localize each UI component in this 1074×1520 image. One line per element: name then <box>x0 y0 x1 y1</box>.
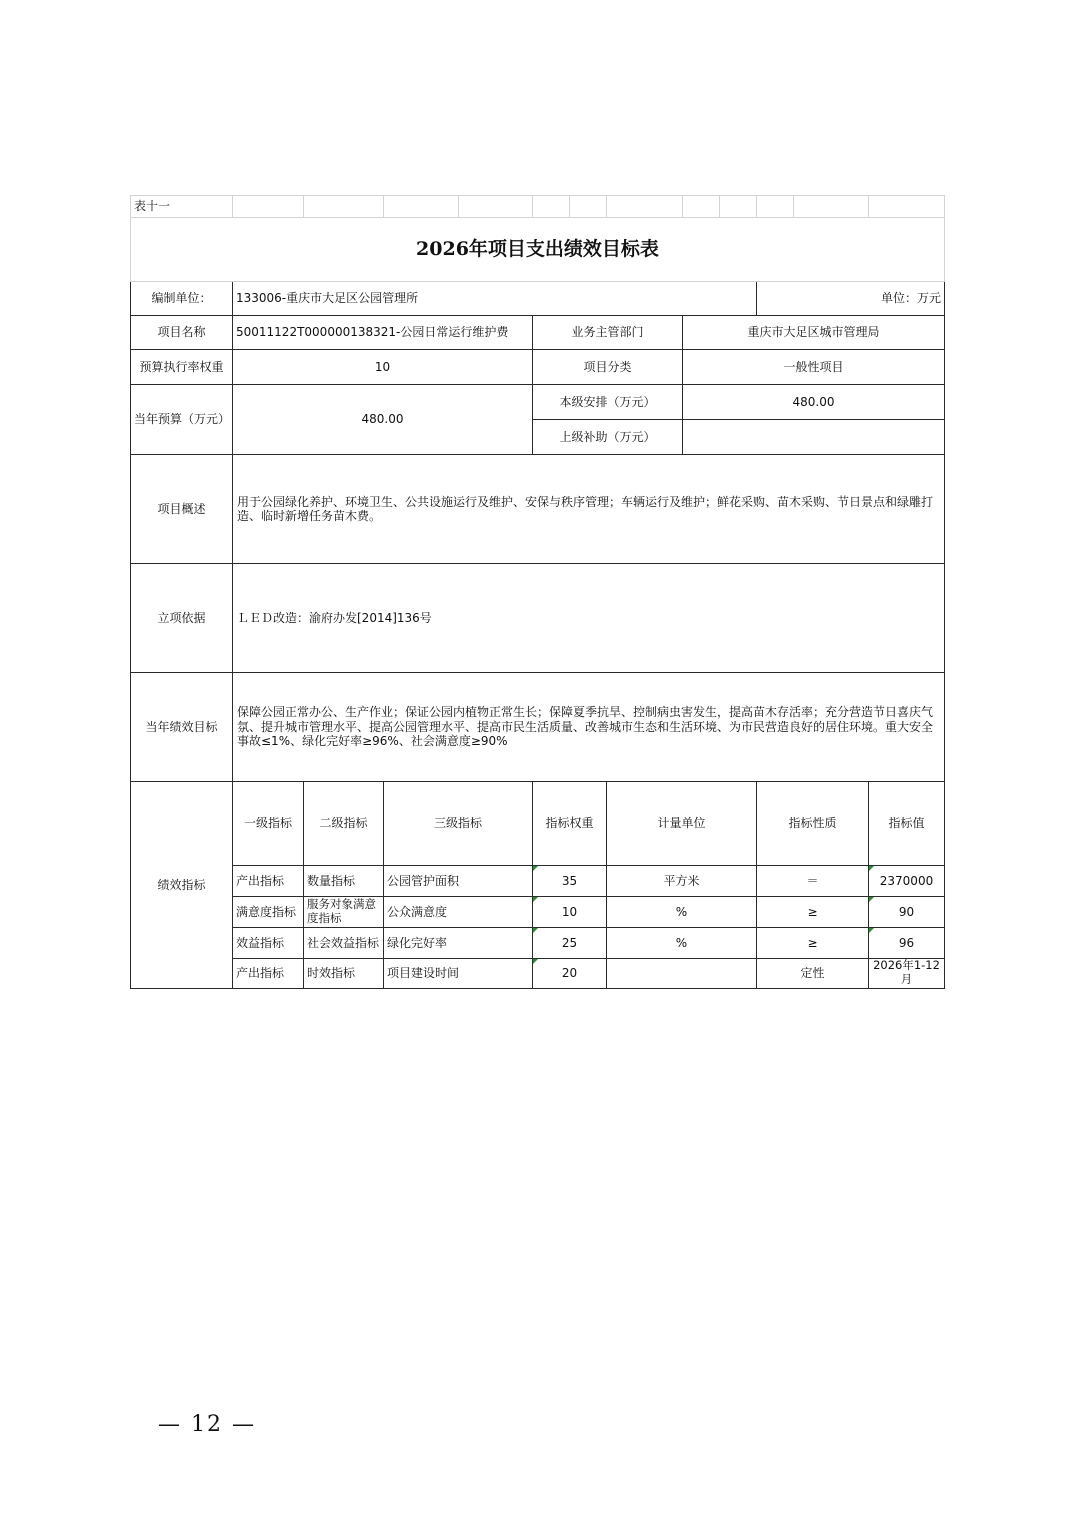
indicator-level2: 服务对象满意度指标 <box>304 896 384 927</box>
table-row <box>131 958 945 988</box>
basis-text: ＬＥＤ改造：渝府办发[2014]136号 <box>233 564 945 673</box>
indicator-level2: 社会效益指标 <box>304 927 384 958</box>
header-nature: 指标性质 <box>757 782 869 866</box>
indicator-level1: 效益指标 <box>233 927 304 958</box>
local-budget-label: 本级安排（万元） <box>533 385 683 420</box>
budget-weight-label: 预算执行率权重 <box>131 350 233 385</box>
table-row <box>131 896 945 927</box>
table-title: 2026年项目支出绩效目标表 <box>131 218 945 282</box>
indicator-value: 90 <box>869 896 945 927</box>
indicators-label: 绩效指标 <box>131 782 233 989</box>
overview-text: 用于公园绿化养护、环境卫生、公共设施运行及维护、安保与秩序管理；车辆运行及维护；鲜花采购、苗木采购、节日景点和绿雕打造、临时新增任务苗木费。 <box>233 455 945 564</box>
table-row <box>131 865 945 896</box>
category-value: 一般性项目 <box>683 350 945 385</box>
overview-label: 项目概述 <box>131 455 233 564</box>
indicator-level1: 满意度指标 <box>233 896 304 927</box>
indicator-value: 2370000 <box>869 865 945 896</box>
indicator-weight: 10 <box>533 896 607 927</box>
indicator-level3: 公园管护面积 <box>384 865 533 896</box>
budget-weight-value: 10 <box>233 350 533 385</box>
indicator-weight: 35 <box>533 865 607 896</box>
indicator-unit: % <box>607 927 757 958</box>
project-name-label: 项目名称 <box>131 316 233 350</box>
table-row <box>131 927 945 958</box>
indicator-unit: % <box>607 896 757 927</box>
header-level1: 一级指标 <box>233 782 304 866</box>
goal-text: 保障公园正常办公、生产作业；保证公园内植物正常生长；保障夏季抗旱、控制病虫害发生，提高苗木存活率；充分营造节日喜庆气氛、提升城市管理水平、提高公园管理水平、提高市民生活质量、改善城市生态和生活环境、为市民营造良好的居住环境。重大安全事故≤1%、绿化完好率≥96%、社会满意度≥90% <box>233 673 945 782</box>
indicator-weight: 20 <box>533 958 607 988</box>
indicator-nature: ＝ <box>757 865 869 896</box>
indicator-weight: 25 <box>533 927 607 958</box>
local-budget-value: 480.00 <box>683 385 945 420</box>
indicator-level1: 产出指标 <box>233 958 304 988</box>
indicator-level1: 产出指标 <box>233 865 304 896</box>
header-level2: 二级指标 <box>304 782 384 866</box>
indicator-level3: 绿化完好率 <box>384 927 533 958</box>
annual-budget-value: 480.00 <box>233 385 533 455</box>
indicator-level2: 数量指标 <box>304 865 384 896</box>
superior-subsidy-value <box>683 420 945 455</box>
prepare-unit-label: 编制单位： <box>131 282 233 316</box>
indicator-value: 96 <box>869 927 945 958</box>
indicator-unit <box>607 958 757 988</box>
indicator-level3: 项目建设时间 <box>384 958 533 988</box>
indicator-level3: 公众满意度 <box>384 896 533 927</box>
header-unit: 计量单位 <box>607 782 757 866</box>
page-number: — 12 — <box>158 1412 256 1437</box>
superior-subsidy-label: 上级补助（万元） <box>533 420 683 455</box>
table-tag: 表十一 <box>131 196 233 218</box>
indicator-unit: 平方米 <box>607 865 757 896</box>
indicator-level2: 时效指标 <box>304 958 384 988</box>
header-value: 指标值 <box>869 782 945 866</box>
indicator-nature: ≥ <box>757 927 869 958</box>
prepare-unit-value: 133006-重庆市大足区公园管理所 <box>233 282 757 316</box>
goal-label: 当年绩效目标 <box>131 673 233 782</box>
annual-budget-label: 当年预算（万元） <box>131 385 233 455</box>
basis-label: 立项依据 <box>131 564 233 673</box>
header-weight: 指标权重 <box>533 782 607 866</box>
unit-note: 单位：万元 <box>757 282 945 316</box>
performance-target-table <box>130 195 945 989</box>
dept-value: 重庆市大足区城市管理局 <box>683 316 945 350</box>
indicator-value: 2026年1-12月 <box>869 958 945 988</box>
category-label: 项目分类 <box>533 350 683 385</box>
project-name-value: 50011122T000000138321-公园日常运行维护费 <box>233 316 533 350</box>
indicator-nature: ≥ <box>757 896 869 927</box>
indicator-nature: 定性 <box>757 958 869 988</box>
header-level3: 三级指标 <box>384 782 533 866</box>
dept-label: 业务主管部门 <box>533 316 683 350</box>
